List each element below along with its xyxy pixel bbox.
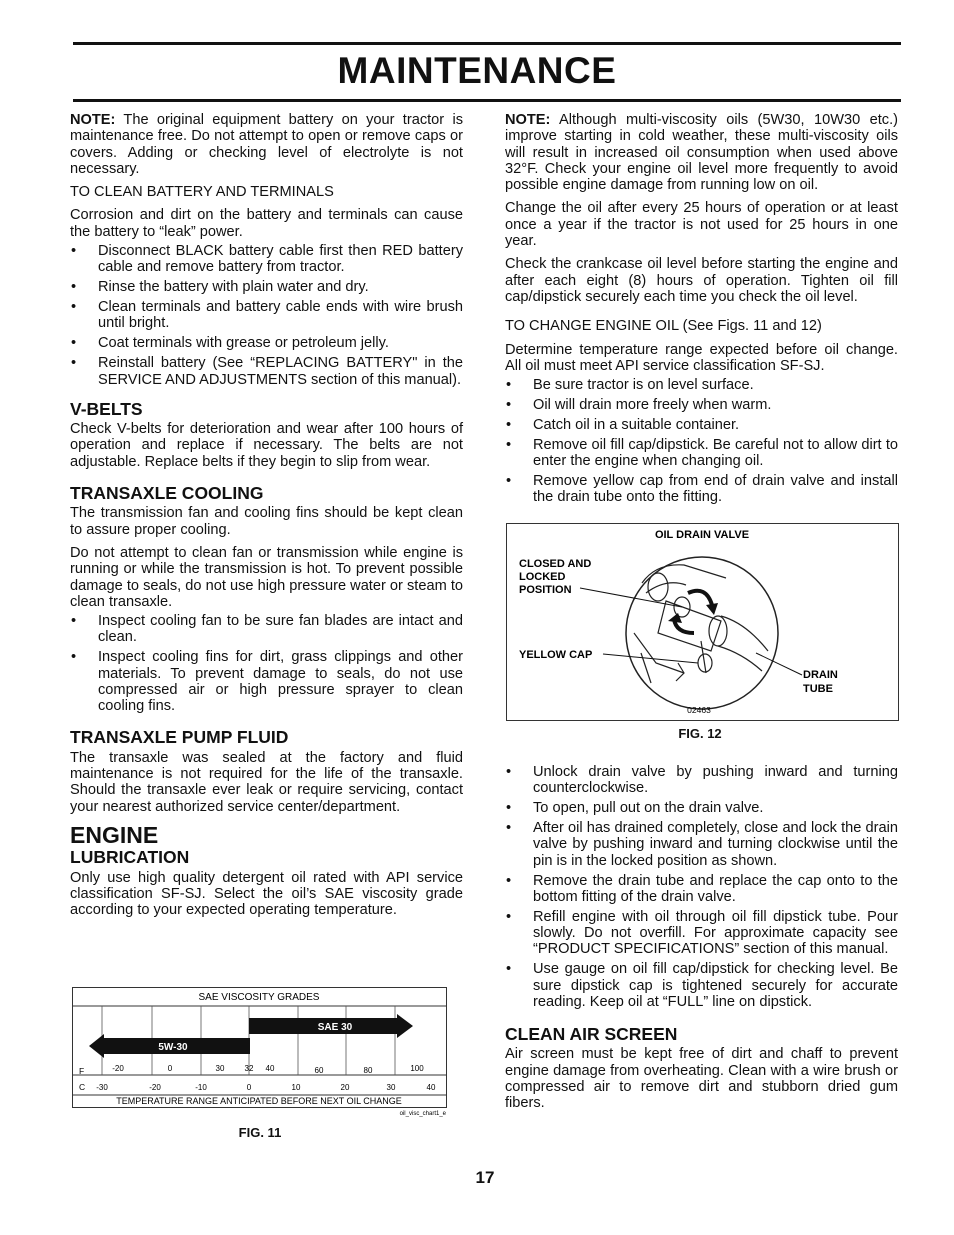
- change-oil-intro: Determine temperature range expected before oil change. All oil must meet API service classification SF-SJ.: [505, 341, 898, 374]
- c-scale-label: C: [79, 1082, 86, 1092]
- label-closed-locked: LOCKED: [519, 571, 566, 583]
- list-item: • Refill engine with oil through oil fill dipstick tube. Pour slowly. Do not overfill. For approximate capacity see “PRODUCT SPECIFICATIONS” section of this manual.: [505, 909, 898, 958]
- oil-drain-valve-figure: [506, 523, 899, 722]
- chart-code: oil_visc_chart1_e: [399, 1111, 446, 1117]
- drain-steps: [505, 764, 898, 1010]
- 5w30-label: 5W-30: [158, 1042, 188, 1053]
- c-tick: 30: [386, 1083, 396, 1092]
- oil-note: NOTE: Although multi-viscosity oils (5W30, 10W30 etc.) improve starting in cold weather, these multi-viscosity oils will result in increased oil consumption when used above 32°F. Check your engine oil level more frequently to avoid possible engine damage from running low on oil.: [505, 112, 898, 194]
- list-item: • Unlock drain valve by pushing inward and turning counterclockwise.: [505, 764, 898, 797]
- top-rule: [73, 42, 901, 45]
- fig11-caption: FIG. 11: [238, 1125, 282, 1140]
- right-column: [505, 112, 898, 513]
- list-item: • Disconnect BLACK battery cable first then RED battery cable and remove battery from tractor.: [70, 243, 463, 276]
- f-tick: 0: [167, 1064, 173, 1073]
- page-number: 17: [475, 1168, 495, 1187]
- list-item: • Remove the drain tube and replace the cap onto to the bottom fitting of the drain valve.: [505, 873, 898, 906]
- label-oil-drain-valve: OIL DRAIN VALVE: [654, 529, 750, 541]
- list-item: • Remove oil fill cap/dipstick. Be careful not to allow dirt to enter the engine when changing oil.: [505, 437, 898, 470]
- f-tick: 60: [314, 1066, 324, 1075]
- list-item: • Oil will drain more freely when warm.: [505, 397, 898, 413]
- cooling-text-2: Do not attempt to clean fan or transmission while engine is running or while the transmission is hot. To prevent possible damage to seals, do not use high pressure water or steam to clean transaxle.: [70, 544, 463, 610]
- c-tick: -20: [149, 1083, 161, 1092]
- lubrication-text: Only use high quality detergent oil rated with API service classification SF-SJ. Select the oil’s SAE viscosity grade according to your expected operating temperature.: [70, 869, 463, 919]
- air-screen-text: Air screen must be kept free of dirt and chaff to prevent engine damage from overheating. Clean with a wire brush or compressed air to remove dirt and stubborn dried gum fibers.: [505, 1046, 898, 1112]
- title-underline: [73, 99, 901, 102]
- list-item: • Use gauge on oil fill cap/dipstick for checking level. Be sure dipstick cap is tightened securely for accurate reading. Keep oil at “FULL” line on dipstick.: [505, 961, 898, 1010]
- page-title: MAINTENANCE: [337, 50, 617, 91]
- viscosity-chart: [72, 987, 448, 1117]
- fig12-caption: FIG. 12: [678, 726, 722, 741]
- pump-text: The transaxle was sealed at the factory and fluid maintenance is not required for the life of the transaxle. Should the transaxle ever leak or require servicing, contact your nearest authorized service center/department.: [70, 749, 463, 815]
- c-tick: 20: [340, 1083, 350, 1092]
- f-scale-label: F: [79, 1066, 85, 1076]
- lubrication-heading: LUBRICATION: [70, 847, 190, 868]
- right-column-lower: [505, 764, 898, 1119]
- figure-code: 02463: [687, 705, 711, 715]
- chart-title: SAE VISCOSITY GRADES: [198, 992, 320, 1003]
- battery-note: NOTE: The original equipment battery on your tractor is maintenance free. Do not attempt to open or remove caps or covers. Adding or checking level of electrolyte is not necessary.: [70, 112, 463, 177]
- f-tick: 30: [215, 1064, 225, 1073]
- list-item: • Inspect cooling fan to be sure fan blades are intact and clean.: [70, 613, 463, 646]
- list-item: • Coat terminals with grease or petroleum jelly.: [70, 335, 463, 351]
- battery-steps: [70, 243, 463, 388]
- battery-heading: TO CLEAN BATTERY AND TERMINALS: [70, 184, 334, 201]
- oil-check-text: Check the crankcase oil level before starting the engine and after each eight (8) hours of operation. Tighten oil fill cap/dipstick securely each time you check the oil level.: [505, 256, 898, 305]
- air-screen-heading: CLEAN AIR SCREEN: [505, 1024, 678, 1045]
- left-column: [70, 112, 463, 925]
- c-tick: 0: [246, 1083, 252, 1092]
- sae30-label: SAE 30: [317, 1022, 353, 1033]
- vbelts-text: Check V-belts for deterioration and wear after 100 hours of operation and replace if necessary. The belts are not adjustable. Replace belts if they begin to slip from wear.: [70, 421, 463, 470]
- list-item: • Catch oil in a suitable container.: [505, 417, 898, 433]
- vbelts-heading: V-BELTS: [70, 398, 143, 419]
- label-closed-locked: POSITION: [519, 584, 572, 596]
- list-item: • Remove yellow cap from end of drain valve and install the drain tube onto the fitting.: [505, 473, 898, 506]
- pump-heading: TRANSAXLE PUMP FLUID: [70, 727, 289, 748]
- label-drain-tube: TUBE: [803, 683, 833, 695]
- label-drain-tube: DRAIN: [803, 669, 838, 681]
- c-tick: 40: [426, 1083, 436, 1092]
- change-oil-heading: TO CHANGE ENGINE OIL (See Figs. 11 and 12): [505, 318, 822, 335]
- battery-intro: Corrosion and dirt on the battery and terminals can cause the battery to “leak” power.: [70, 207, 463, 240]
- cooling-text-1: The transmission fan and cooling fins should be kept clean to assure proper cooling.: [70, 505, 463, 538]
- list-item: • To open, pull out on the drain valve.: [505, 800, 898, 816]
- c-tick: 10: [291, 1083, 301, 1092]
- list-item: • Be sure tractor is on level surface.: [505, 377, 898, 393]
- list-item: • Inspect cooling fins for dirt, grass clippings and other materials. To prevent damage to seals, do not use compressed air or high pressure sprayer to clean cooling fins.: [70, 649, 463, 714]
- oil-change-interval: Change the oil after every 25 hours of operation or at least once a year if the tractor is not used for 25 hours in one year.: [505, 200, 898, 250]
- list-item: • Reinstall battery (See “REPLACING BATTERY" in the SERVICE AND ADJUSTMENTS section of this manual).: [70, 355, 463, 388]
- f-tick: 100: [410, 1064, 424, 1073]
- cooling-heading: TRANSAXLE COOLING: [70, 483, 264, 504]
- label-yellow-cap: YELLOW CAP: [519, 649, 593, 661]
- label-closed-locked: CLOSED AND: [519, 558, 592, 570]
- f-tick: -20: [112, 1064, 124, 1073]
- f-tick: 80: [363, 1066, 373, 1075]
- chart-footer: TEMPERATURE RANGE ANTICIPATED BEFORE NEXT OIL CHANGE: [116, 1096, 402, 1106]
- cooling-steps: [70, 613, 463, 714]
- f-tick: 32: [244, 1064, 254, 1073]
- list-item: • After oil has drained completely, close and lock the drain valve by pushing inward and turning clockwise until the pin is in the locked position as shown.: [505, 820, 898, 869]
- list-item: • Clean terminals and battery cable ends with wire brush until bright.: [70, 299, 463, 332]
- engine-heading: ENGINE: [70, 821, 159, 848]
- change-oil-steps: [505, 377, 898, 505]
- f-tick: 40: [265, 1064, 275, 1073]
- c-tick: -30: [96, 1083, 108, 1092]
- c-tick: -10: [195, 1083, 207, 1092]
- list-item: • Rinse the battery with plain water and dry.: [70, 279, 463, 295]
